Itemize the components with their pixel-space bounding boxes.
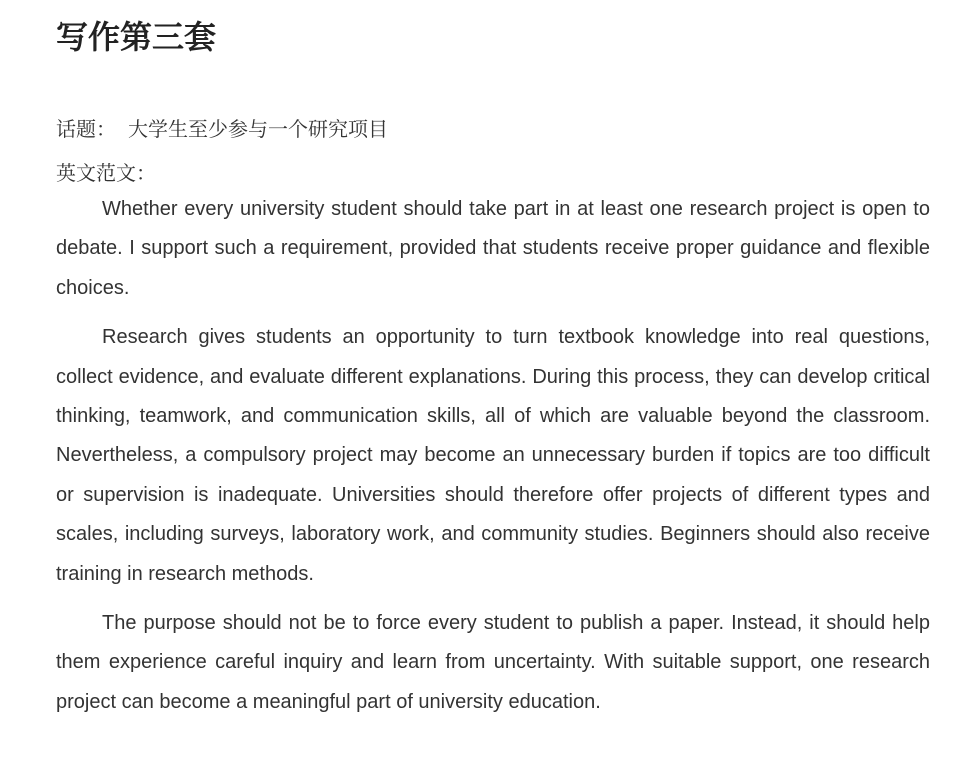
document-title: 写作第三套 bbox=[56, 18, 217, 56]
essay-paragraph-3: The purpose should not be to force every student to publish a paper. Instead, it should help them experience careful inquiry and learn from uncertainty. With suitable support, one research project can become a meaningful part of university education. bbox=[56, 612, 930, 713]
topic-line bbox=[56, 114, 388, 144]
essay-paragraph-2: Research gives students an opportunity to turn textbook knowledge into real questions, collect evidence, and evaluate different explanations. During this process, they can develop critical thinking, teamwork, and communication skills, all of which are valuable beyond the classroom. Nevertheless, a compulsory project may become an unnecessary burden if topics are too difficult or supervision is inadequate. Universities should therefore offer projects of different types and scales, including surveys, laboratory work, and community studies. Beginners should also receive training in research methods. bbox=[56, 326, 930, 585]
essay-body bbox=[56, 190, 930, 732]
topic-label: 话题： bbox=[56, 117, 116, 141]
essay-label: 英文范文： bbox=[56, 161, 156, 185]
essay-paragraph-1: Whether every university student should take part in at least one research project is open to debate. I support such a requirement, provided that students receive proper guidance and flexible choices. bbox=[56, 198, 930, 299]
topic-text: 大学生至少参与一个研究项目 bbox=[128, 117, 388, 141]
